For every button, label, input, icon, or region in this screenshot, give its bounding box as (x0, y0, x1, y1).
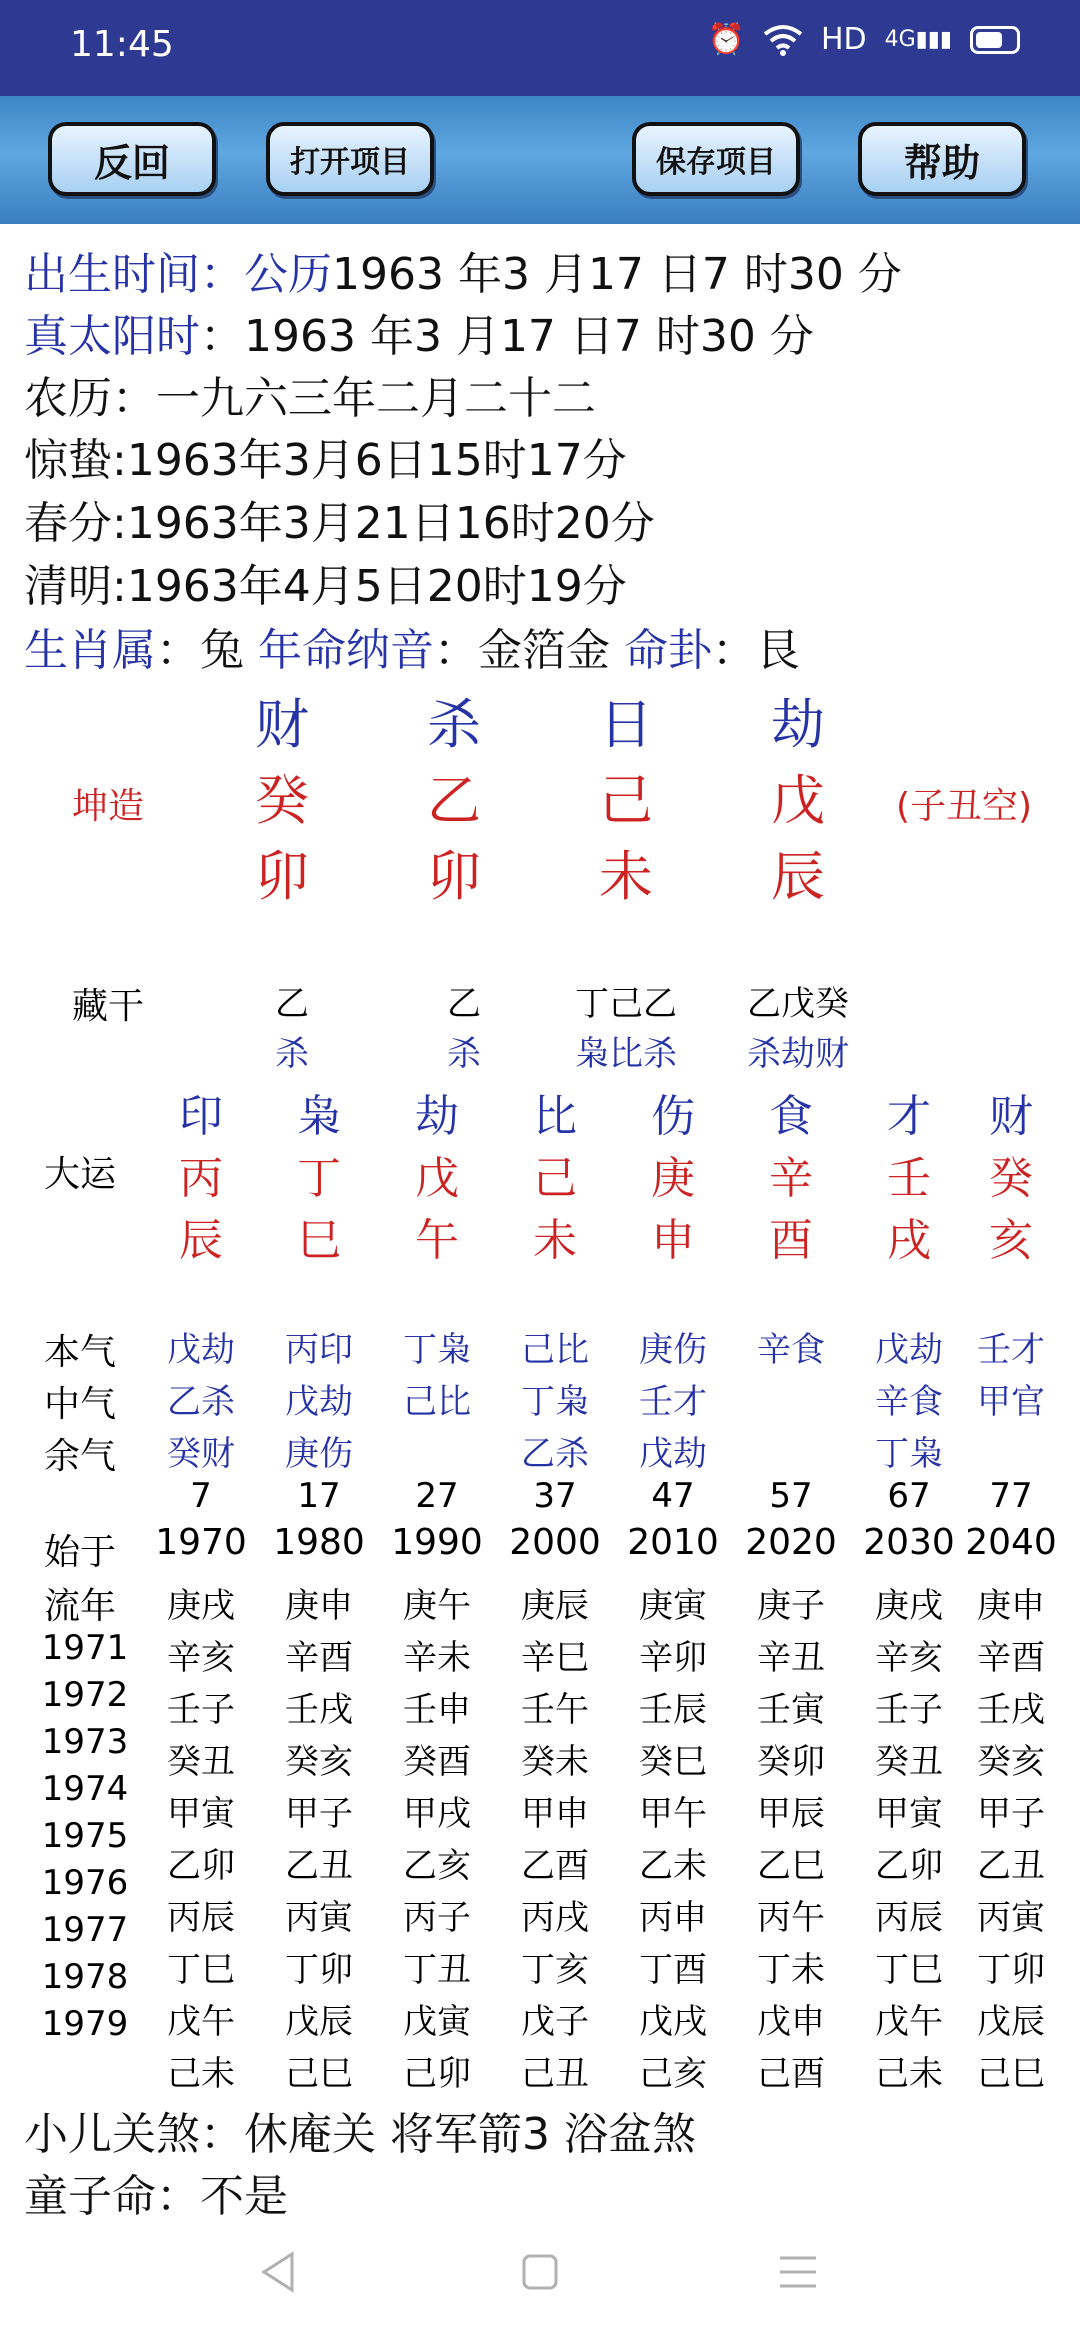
liunian-year-label: 1973 (41, 1722, 129, 1762)
liunian-cell: 癸卯 (757, 1742, 825, 1782)
canggan-gods: 枭比杀 (575, 1034, 677, 1074)
liunian-year-label: 1975 (41, 1816, 129, 1856)
canggan-label: 藏干 (72, 986, 145, 1027)
benqi-cell: 壬才 (977, 1330, 1045, 1370)
status-icons (708, 22, 1020, 57)
benqi-label: 本气 (44, 1332, 117, 1373)
toolbar (0, 96, 1080, 224)
dayun-stem: 癸 (989, 1153, 1033, 1204)
liunian-cell: 甲寅 (167, 1794, 235, 1834)
pillar-god: 杀 (427, 693, 481, 756)
menu-nav-icon[interactable] (776, 2254, 820, 2290)
liunian-cell: 甲子 (977, 1794, 1045, 1834)
pillar-stem: 戊 (771, 769, 825, 832)
liunian-cell: 壬午 (521, 1690, 589, 1730)
status-time: 11:45 (70, 24, 174, 65)
liunian-cell: 己酉 (757, 2054, 825, 2094)
canggan-stems: 乙 (447, 984, 481, 1024)
dayun-stem: 戊 (415, 1153, 459, 1204)
navigation-bar (0, 2220, 1080, 2340)
liunian-cell: 乙酉 (521, 1846, 589, 1886)
dayun-branch: 巳 (297, 1215, 341, 1266)
nayin-value: ：金箔金 (434, 625, 610, 676)
liunian-year-label: 1972 (41, 1675, 129, 1715)
canggan-stems: 乙戊癸 (747, 984, 849, 1024)
liunian-cell: 戊戌 (639, 2002, 707, 2042)
liunian-cell: 乙未 (639, 1846, 707, 1886)
liunian-cell: 戊午 (875, 2002, 943, 2042)
yuqi-cell: 癸财 (167, 1434, 235, 1474)
age-cell: 37 (533, 1476, 577, 1516)
dayun-stem: 己 (533, 1153, 577, 1204)
liunian-year-label: 1979 (41, 2004, 129, 2044)
liunian-cell: 己未 (167, 2054, 235, 2094)
liunian-cell: 丙寅 (285, 1898, 353, 1938)
age-cell: 27 (415, 1476, 459, 1516)
jingzhe-line: 惊蛰:1963年3月6日15时17分 (24, 435, 627, 486)
liunian-cell: 甲午 (639, 1794, 707, 1834)
liunian-cell: 乙卯 (167, 1846, 235, 1886)
dayun-god: 财 (989, 1091, 1033, 1142)
dayun-branch: 酉 (769, 1215, 813, 1266)
help-button[interactable]: 帮助 (858, 122, 1026, 196)
start-year-cell: 2010 (627, 1522, 719, 1563)
liunian-year-label: 1977 (41, 1910, 129, 1950)
liunian-year-label: 1974 (41, 1769, 129, 1809)
liunian-year-label: 1971 (41, 1628, 129, 1668)
alarm-icon: ⏰ (707, 22, 745, 57)
pillar-god: 财 (255, 693, 309, 756)
start-year-cell: 1970 (155, 1522, 247, 1563)
age-cell: 7 (190, 1476, 212, 1516)
yuqi-cell: 庚伤 (285, 1434, 353, 1474)
tongzi-line: 童子命：不是 (24, 2171, 288, 2222)
liunian-cell: 丁酉 (639, 1950, 707, 1990)
benqi-cell: 庚伤 (639, 1330, 707, 1370)
liunian-cell: 乙卯 (875, 1846, 943, 1886)
liunian-cell: 甲戌 (403, 1794, 471, 1834)
liunian-cell: 庚午 (403, 1586, 471, 1626)
liunian-cell: 庚戌 (875, 1586, 943, 1626)
dayun-branch: 午 (415, 1215, 459, 1266)
dayun-stem: 辛 (769, 1153, 813, 1204)
liunian-cell: 辛卯 (639, 1638, 707, 1678)
signal-label: 4G▮▮▮ (884, 27, 952, 52)
pillar-branch: 卯 (255, 845, 309, 908)
status-bar (0, 0, 1080, 96)
liunian-cell: 丙寅 (977, 1898, 1045, 1938)
dayun-god: 食 (769, 1091, 813, 1142)
liunian-cell: 丁丑 (403, 1950, 471, 1990)
yuqi-cell: 丁枭 (875, 1434, 943, 1474)
liunian-cell: 戊午 (167, 2002, 235, 2042)
liunian-cell: 甲子 (285, 1794, 353, 1834)
liunian-year-label: 1976 (41, 1863, 129, 1903)
liunian-cell: 辛亥 (167, 1638, 235, 1678)
zhongqi-cell: 戊劫 (285, 1382, 353, 1422)
liunian-cell: 壬子 (167, 1690, 235, 1730)
liunian-cell: 丙子 (403, 1898, 471, 1938)
dayun-branch: 亥 (989, 1215, 1033, 1266)
dayun-branch: 辰 (179, 1215, 223, 1266)
pillar-stem: 癸 (255, 769, 309, 832)
liunian-cell: 辛酉 (285, 1638, 353, 1678)
back-button[interactable]: 反回 (48, 122, 216, 196)
liunian-cell: 己巳 (977, 2054, 1045, 2094)
start-year-cell: 1980 (273, 1522, 365, 1563)
liunian-cell: 丙戌 (521, 1898, 589, 1938)
nayin-label: 年命纳音 (258, 625, 434, 676)
benqi-cell: 己比 (521, 1330, 589, 1370)
qingming-line: 清明:1963年4月5日20时19分 (24, 561, 627, 612)
dayun-god: 印 (179, 1091, 223, 1142)
start-year-cell: 2030 (863, 1522, 955, 1563)
liunian-cell: 己卯 (403, 2054, 471, 2094)
liunian-cell: 戊子 (521, 2002, 589, 2042)
yuqi-label: 余气 (44, 1436, 117, 1477)
zhongqi-cell: 丁枭 (521, 1382, 589, 1422)
zhongqi-cell: 乙杀 (167, 1382, 235, 1422)
zhongqi-label: 中气 (44, 1384, 117, 1425)
chunfen-line: 春分:1963年3月21日16时20分 (24, 498, 655, 549)
dayun-god: 劫 (415, 1091, 459, 1142)
liunian-cell: 辛巳 (521, 1638, 589, 1678)
canggan-stems: 丁己乙 (575, 984, 677, 1024)
liunian-cell: 戊辰 (977, 2002, 1045, 2042)
liunian-cell: 庚辰 (521, 1586, 589, 1626)
liunian-label: 流年 (44, 1586, 117, 1627)
liunian-cell: 庚子 (757, 1586, 825, 1626)
pillar-branch: 卯 (427, 845, 481, 908)
guansha-line: 小儿关煞：休庵关 将军箭3 浴盆煞 (24, 2109, 696, 2160)
pillar-god: 日 (599, 693, 653, 756)
liunian-cell: 戊寅 (403, 2002, 471, 2042)
liunian-cell: 乙巳 (757, 1846, 825, 1886)
liunian-cell: 戊辰 (285, 2002, 353, 2042)
liunian-cell: 癸巳 (639, 1742, 707, 1782)
liunian-cell: 甲寅 (875, 1794, 943, 1834)
yuqi-cell: 戊劫 (639, 1434, 707, 1474)
liunian-cell: 庚申 (285, 1586, 353, 1626)
canggan-gods: 杀 (275, 1034, 309, 1074)
liunian-cell: 丙辰 (875, 1898, 943, 1938)
kun-label: 坤造 (72, 786, 145, 827)
liunian-cell: 辛未 (403, 1638, 471, 1678)
zhongqi-cell: 己比 (403, 1382, 471, 1422)
liunian-year-label: 1978 (41, 1957, 129, 1997)
start-year-cell: 2020 (745, 1522, 837, 1563)
solar-label: 真太阳时 (24, 311, 200, 362)
dayun-branch: 戌 (887, 1215, 931, 1266)
zodiac-value: ：兔 (156, 625, 244, 676)
liunian-cell: 壬申 (403, 1690, 471, 1730)
open-project-button[interactable]: 打开项目 (266, 122, 434, 196)
age-cell: 77 (989, 1476, 1033, 1516)
liunian-cell: 甲辰 (757, 1794, 825, 1834)
benqi-cell: 戊劫 (167, 1330, 235, 1370)
pillar-stem: 己 (599, 769, 653, 832)
age-cell: 17 (297, 1476, 341, 1516)
zodiac-line (24, 614, 800, 678)
dayun-branch: 申 (651, 1215, 695, 1266)
liunian-cell: 辛酉 (977, 1638, 1045, 1678)
dayun-stem: 丁 (297, 1153, 341, 1204)
liunian-cell: 甲申 (521, 1794, 589, 1834)
liunian-cell: 壬辰 (639, 1690, 707, 1730)
liunian-cell: 己巳 (285, 2054, 353, 2094)
birth-time-line (24, 238, 902, 302)
start-year-cell: 1990 (391, 1522, 483, 1563)
liunian-cell: 丁亥 (521, 1950, 589, 1990)
dayun-god: 比 (533, 1091, 577, 1142)
liunian-cell: 丁巳 (875, 1950, 943, 1990)
gua-label: 命卦 (624, 625, 712, 676)
age-cell: 67 (887, 1476, 931, 1516)
liunian-cell: 丙午 (757, 1898, 825, 1938)
liunian-cell: 辛丑 (757, 1638, 825, 1678)
liunian-cell: 丁卯 (285, 1950, 353, 1990)
liunian-cell: 辛亥 (875, 1638, 943, 1678)
dayun-god: 伤 (651, 1091, 695, 1142)
pillar-branch: 辰 (771, 845, 825, 908)
zhongqi-cell: 壬才 (639, 1382, 707, 1422)
empty-label: (子丑空) (896, 786, 1033, 827)
liunian-cell: 乙亥 (403, 1846, 471, 1886)
dayun-branch: 未 (533, 1215, 577, 1266)
save-project-button[interactable]: 保存项目 (632, 122, 800, 196)
birth-label: 出生时间：公历 (24, 249, 332, 300)
liunian-cell: 壬戌 (285, 1690, 353, 1730)
canggan-gods: 杀劫财 (747, 1034, 849, 1074)
liunian-cell: 戊申 (757, 2002, 825, 2042)
benqi-cell: 辛食 (757, 1330, 825, 1370)
liunian-cell: 壬寅 (757, 1690, 825, 1730)
pillar-branch: 未 (599, 845, 653, 908)
back-nav-icon[interactable] (256, 2250, 300, 2294)
liunian-cell: 庚戌 (167, 1586, 235, 1626)
solar-value: ：1963 年3 月17 日7 时30 分 (200, 311, 814, 362)
liunian-cell: 己亥 (639, 2054, 707, 2094)
dayun-stem: 庚 (651, 1153, 695, 1204)
liunian-cell: 壬戌 (977, 1690, 1045, 1730)
solar-time-line (24, 300, 814, 364)
liunian-cell: 壬子 (875, 1690, 943, 1730)
liunian-cell: 丁巳 (167, 1950, 235, 1990)
liunian-cell: 丙申 (639, 1898, 707, 1938)
dayun-stem: 壬 (887, 1153, 931, 1204)
home-nav-icon[interactable] (520, 2252, 560, 2292)
liunian-cell: 癸亥 (285, 1742, 353, 1782)
zhongqi-cell: 辛食 (875, 1382, 943, 1422)
liunian-cell: 丙辰 (167, 1898, 235, 1938)
dayun-label: 大运 (44, 1154, 117, 1195)
dayun-god: 枭 (297, 1091, 341, 1142)
dayun-stem: 丙 (179, 1153, 223, 1204)
liunian-cell: 己丑 (521, 2054, 589, 2094)
dayun-god: 才 (887, 1091, 931, 1142)
liunian-cell: 丁卯 (977, 1950, 1045, 1990)
birth-value: 1963 年3 月17 日7 时30 分 (332, 249, 902, 300)
yuqi-cell: 乙杀 (521, 1434, 589, 1474)
start-year-cell: 2040 (965, 1522, 1057, 1563)
canggan-gods: 杀 (447, 1034, 481, 1074)
liunian-cell: 庚寅 (639, 1586, 707, 1626)
gua-value: ：艮 (712, 625, 800, 676)
benqi-cell: 丙印 (285, 1330, 353, 1370)
age-cell: 57 (769, 1476, 813, 1516)
lunar-line: 农历：一九六三年二月二十二 (24, 373, 596, 424)
liunian-cell: 癸亥 (977, 1742, 1045, 1782)
liunian-cell: 癸酉 (403, 1742, 471, 1782)
liunian-cell: 庚申 (977, 1586, 1045, 1626)
liunian-cell: 乙丑 (977, 1846, 1045, 1886)
start-label: 始于 (44, 1532, 117, 1573)
liunian-cell: 乙丑 (285, 1846, 353, 1886)
hd-label: HD (820, 22, 867, 57)
age-cell: 47 (651, 1476, 695, 1516)
pillar-god: 劫 (771, 693, 825, 756)
liunian-cell: 癸丑 (167, 1742, 235, 1782)
liunian-cell: 丁未 (757, 1950, 825, 1990)
start-year-cell: 2000 (509, 1522, 601, 1563)
wifi-icon (763, 24, 803, 56)
liunian-cell: 癸丑 (875, 1742, 943, 1782)
zodiac-label: 生肖属 (24, 625, 156, 676)
battery-icon (970, 26, 1020, 54)
benqi-cell: 丁枭 (403, 1330, 471, 1370)
liunian-cell: 癸未 (521, 1742, 589, 1782)
liunian-cell: 己未 (875, 2054, 943, 2094)
zhongqi-cell: 甲官 (977, 1382, 1045, 1422)
canggan-stems: 乙 (275, 984, 309, 1024)
benqi-cell: 戊劫 (875, 1330, 943, 1370)
pillar-stem: 乙 (427, 769, 481, 832)
